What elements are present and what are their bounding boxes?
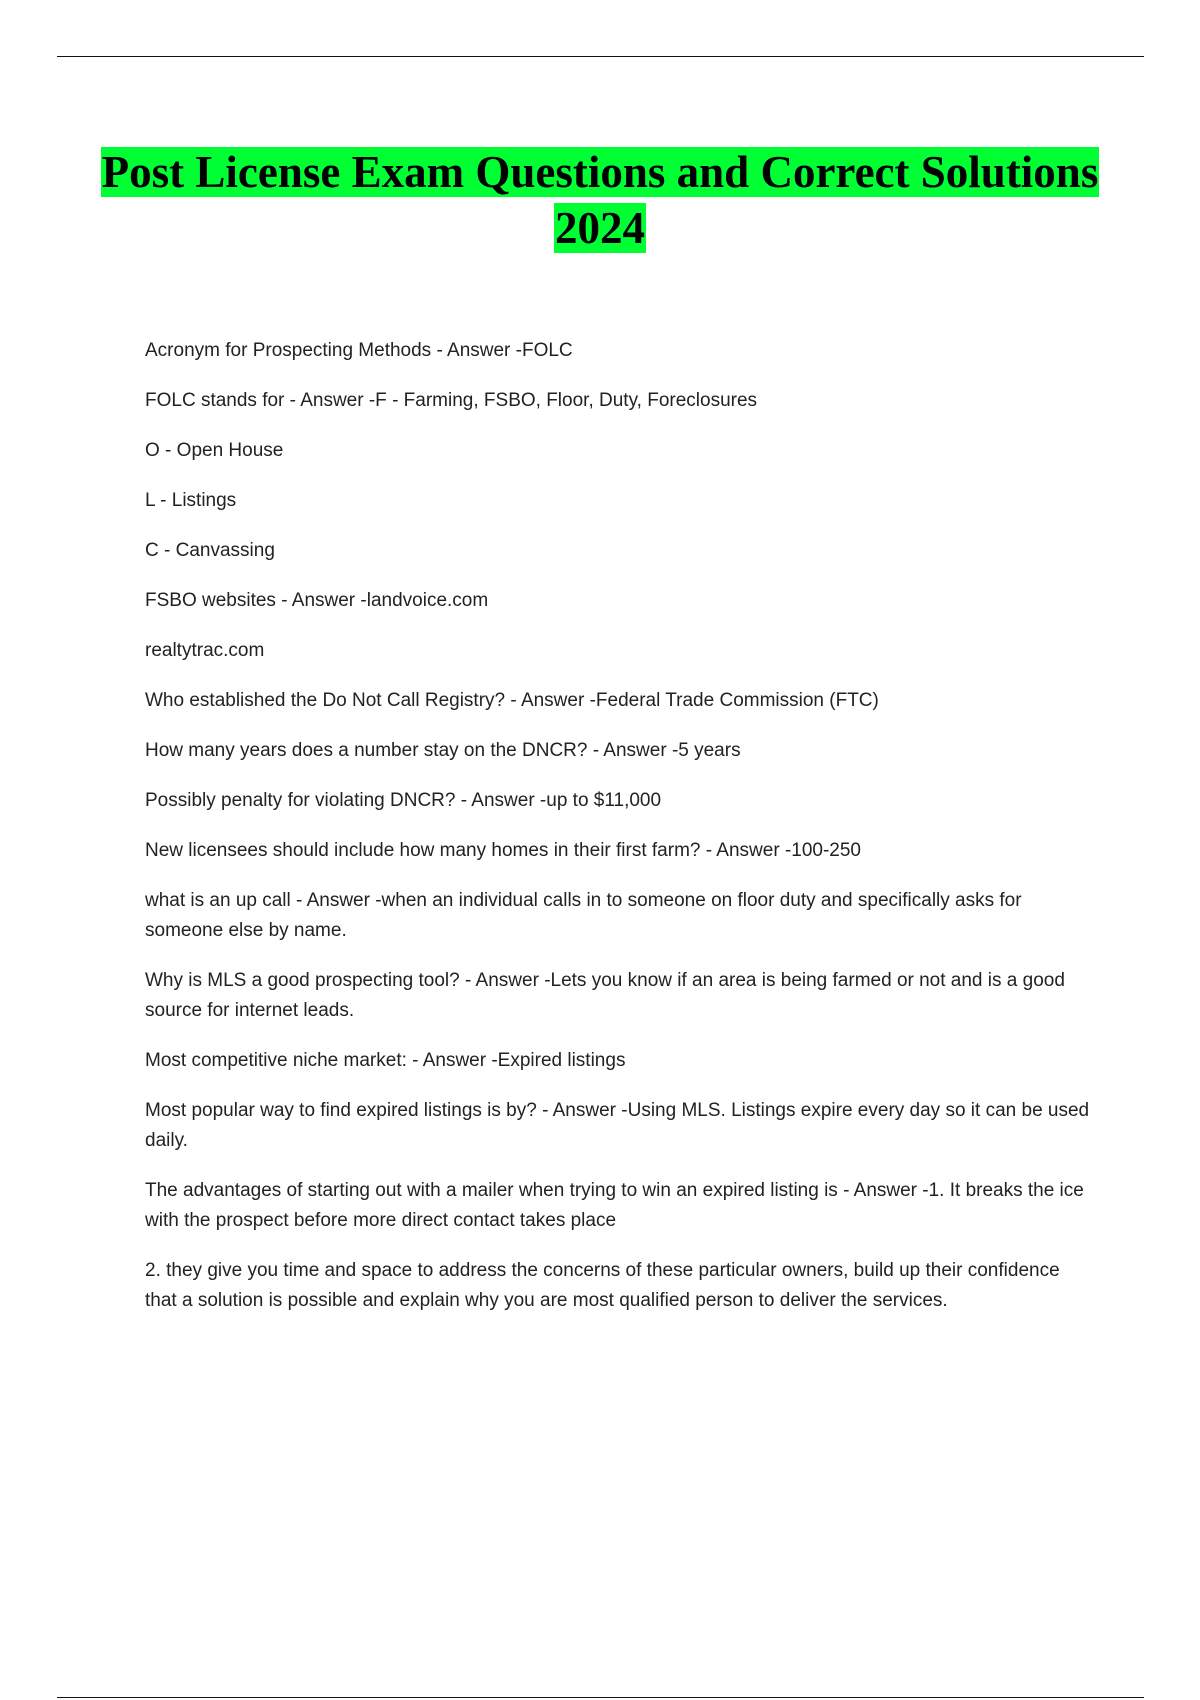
- document-title: Post License Exam Questions and Correct Solutions 2024: [101, 147, 1099, 253]
- qa-entry: realtytrac.com: [145, 640, 265, 661]
- qa-entry: C - Canvassing: [145, 540, 275, 561]
- qa-entry: How many years does a number stay on the DNCR? - Answer -5 years: [145, 740, 741, 761]
- title-block: [100, 144, 1100, 256]
- qa-entry: L - Listings: [145, 490, 237, 511]
- qa-entry: Most competitive niche market: - Answer -Expired listings: [145, 1050, 626, 1071]
- qa-entry: O - Open House: [145, 440, 284, 461]
- qa-entry: New licensees should include how many homes in their first farm? - Answer -100-250: [145, 840, 861, 861]
- qa-entry: FOLC stands for - Answer -F - Farming, FSBO, Floor, Duty, Foreclosures: [145, 390, 758, 411]
- qa-entry: 2. they give you time and space to address the concerns of these particular owners, build up their confidence that a solution is possible and explain why you are most qualified person to deliver the services.: [145, 1260, 1060, 1311]
- qa-entry: FSBO websites - Answer -landvoice.com: [145, 590, 489, 611]
- qa-list: [145, 336, 1090, 1336]
- qa-entry: The advantages of starting out with a mailer when trying to win an expired listing is - Answer -1. It breaks the ice with the prospect before more direct contact takes place: [145, 1180, 1084, 1231]
- header-rule: [57, 56, 1144, 57]
- qa-entry: Who established the Do Not Call Registry? - Answer -Federal Trade Commission (FTC): [145, 690, 879, 711]
- qa-entry: Why is MLS a good prospecting tool? - Answer -Lets you know if an area is being farmed or not and is a good source for internet leads.: [145, 970, 1065, 1021]
- qa-entry: Acronym for Prospecting Methods - Answer -FOLC: [145, 340, 573, 361]
- footer-rule: [57, 1697, 1144, 1698]
- qa-entry: Possibly penalty for violating DNCR? - Answer -up to $11,000: [145, 790, 662, 811]
- qa-entry: Most popular way to find expired listings is by? - Answer -Using MLS. Listings expire every day so it can be used daily.: [145, 1100, 1090, 1151]
- qa-entry: what is an up call - Answer -when an individual calls in to someone on floor duty and specifically asks for someone else by name.: [145, 890, 1022, 941]
